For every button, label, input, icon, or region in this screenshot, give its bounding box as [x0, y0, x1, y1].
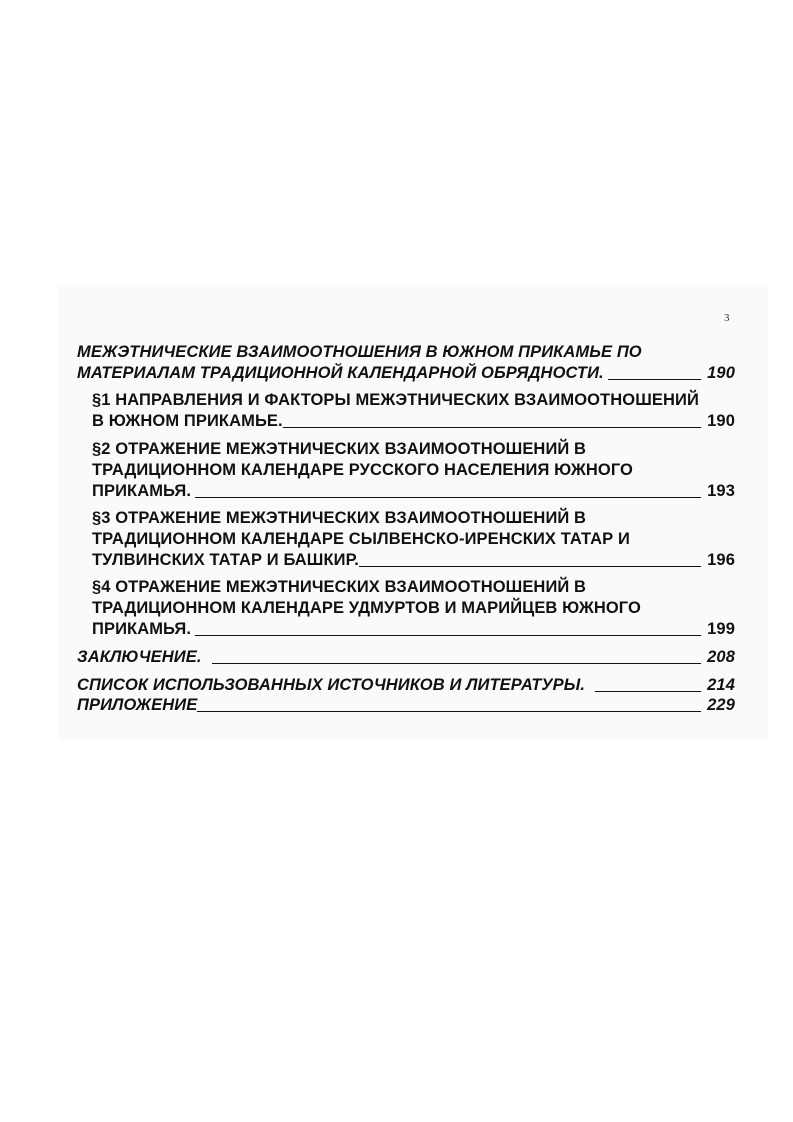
toc-entry-section-3-line-3: [92, 550, 735, 571]
toc-entry-references-title: СПИСОК ИСПОЛЬЗОВАННЫХ ИСТОЧНИКОВ И ЛИТЕРАТУРЫ.: [77, 676, 586, 694]
leader-line: [197, 711, 701, 712]
toc-entry-references-line: [77, 675, 735, 696]
toc-entry-conclusion[interactable]: [77, 647, 735, 668]
leader-line: [195, 497, 701, 498]
toc-entry-section-1-line-2: [92, 411, 735, 432]
toc-entry-section-2-line-3: [92, 481, 735, 502]
toc-entry-section-3-line-2: ТРАДИЦИОННОМ КАЛЕНДАРЕ СЫЛВЕНСКО-ИРЕНСКИХ ТАТАР И: [92, 530, 630, 548]
toc-entry-references-page: 214: [707, 676, 735, 694]
toc-entry-section-3-line-1: §3 ОТРАЖЕНИЕ МЕЖЭТНИЧЕСКИХ ВЗАИМООТНОШЕНИЙ В: [92, 509, 587, 527]
leader-line: [608, 379, 701, 380]
toc-entry-section-2-title-end: ПРИКАМЬЯ.: [92, 482, 192, 500]
toc-entry-chapter-line-1: МЕЖЭТНИЧЕСКИЕ ВЗАИМООТНОШЕНИЯ В ЮЖНОМ ПРИКАМЬЕ ПО: [77, 343, 642, 361]
toc-entry-chapter-title-end: МАТЕРИАЛАМ ТРАДИЦИОННОЙ КАЛЕНДАРНОЙ ОБРЯДНОСТИ.: [77, 364, 604, 382]
toc-entry-section-1-line-1: §1 НАПРАВЛЕНИЯ И ФАКТОРЫ МЕЖЭТНИЧЕСКИХ ВЗАИМООТНОШЕНИЙ: [92, 391, 699, 409]
page-number: 3: [724, 312, 730, 324]
toc-entry-section-1[interactable]: [92, 390, 735, 432]
toc-entry-appendix-line: [77, 695, 735, 716]
toc-entry-conclusion-title: ЗАКЛЮЧЕНИЕ.: [77, 648, 202, 666]
toc-entry-appendix[interactable]: [77, 695, 735, 716]
toc-entry-section-3[interactable]: [92, 508, 735, 571]
toc-entry-conclusion-line: [77, 647, 735, 668]
toc-entry-chapter-line-2: [77, 363, 735, 384]
toc-entry-section-2-line-2: ТРАДИЦИОННОМ КАЛЕНДАРЕ РУССКОГО НАСЕЛЕНИЯ ЮЖНОГО: [92, 461, 633, 479]
toc-entry-conclusion-page: 208: [707, 648, 735, 666]
leader-line: [359, 566, 701, 567]
toc-entry-section-4-line-2: ТРАДИЦИОННОМ КАЛЕНДАРЕ УДМУРТОВ И МАРИЙЦЕВ ЮЖНОГО: [92, 599, 641, 617]
leader-line: [283, 427, 701, 428]
toc-entry-section-2-page: 193: [707, 482, 735, 500]
toc-entry-section-4[interactable]: [92, 577, 735, 640]
toc-entry-section-2[interactable]: [92, 439, 735, 502]
toc-entry-section-4-line-1: §4 ОТРАЖЕНИЕ МЕЖЭТНИЧЕСКИХ ВЗАИМООТНОШЕНИЙ В: [92, 578, 587, 596]
leader-line: [212, 663, 702, 664]
toc-entry-references[interactable]: [77, 675, 735, 696]
toc-entry-section-3-page: 196: [707, 551, 735, 569]
toc-entry-chapter-page: 190: [707, 364, 735, 382]
leader-line: [195, 635, 701, 636]
toc-entry-section-1-page: 190: [707, 412, 735, 430]
toc-entry-section-4-title-end: ПРИКАМЬЯ.: [92, 620, 192, 638]
toc-entry-section-4-line-3: [92, 619, 735, 640]
toc-entry-chapter[interactable]: [77, 342, 735, 384]
toc-entry-section-3-title-end: ТУЛВИНСКИХ ТАТАР И БАШКИР.: [92, 551, 359, 569]
toc-entry-section-4-page: 199: [707, 620, 735, 638]
toc-entry-appendix-page: 229: [707, 696, 735, 714]
toc-entry-section-1-title-end: В ЮЖНОМ ПРИКАМЬЕ.: [92, 412, 283, 430]
leader-line: [595, 691, 701, 692]
toc-entry-appendix-title: ПРИЛОЖЕНИЕ: [77, 696, 198, 714]
toc-entry-section-2-line-1: §2 ОТРАЖЕНИЕ МЕЖЭТНИЧЕСКИХ ВЗАИМООТНОШЕНИЙ В: [92, 440, 587, 458]
